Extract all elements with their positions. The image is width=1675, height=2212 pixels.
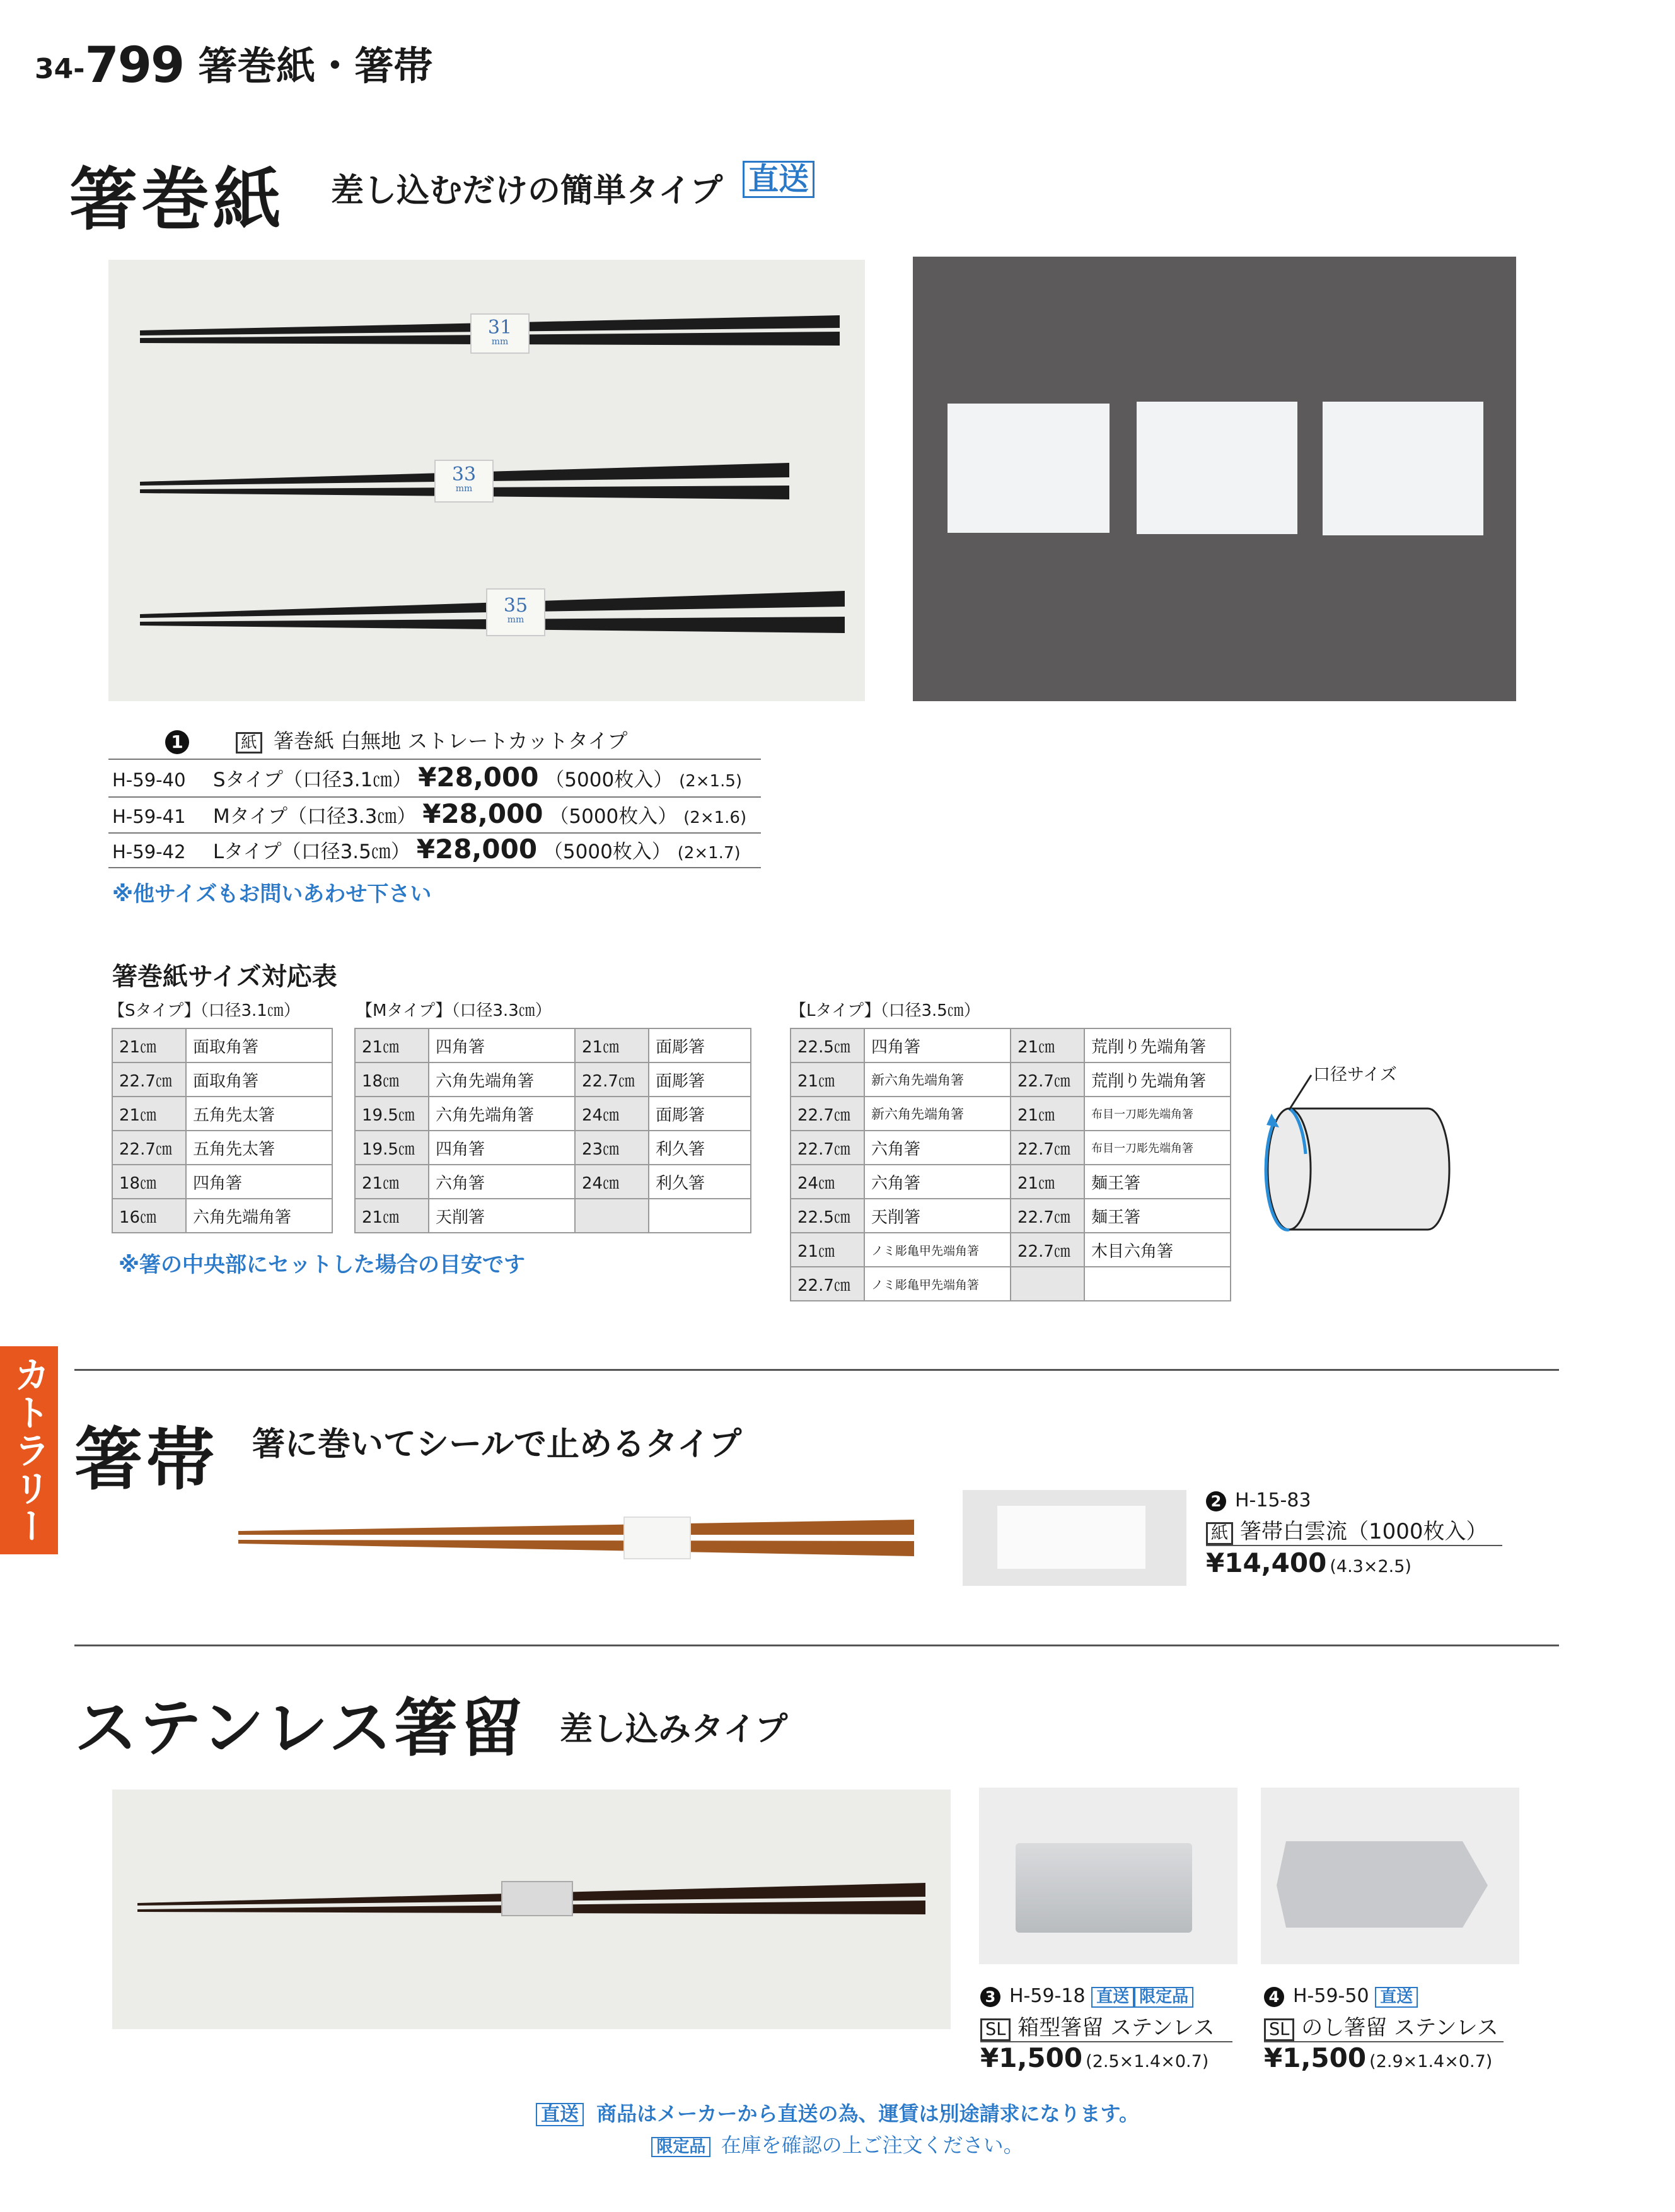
item-dims: (2×1.5) bbox=[679, 772, 743, 791]
band-label-35: 35 mm bbox=[503, 595, 528, 625]
item-name: 箱型箸留 ステンレス bbox=[1017, 2015, 1215, 2040]
table-row: 22.5㎝ 天削箸 22.7㎝ 麺王箸 bbox=[791, 1199, 1231, 1233]
item-code: H-59-50 bbox=[1293, 1985, 1369, 2007]
item4-block bbox=[1264, 1985, 1504, 2073]
item-price: ¥28,000 bbox=[418, 762, 539, 793]
table-row: 21㎝ 面取角箸 bbox=[112, 1028, 332, 1062]
item-code: H-59-41 bbox=[112, 806, 186, 827]
table-row: 19.5㎝ 六角先端角箸 24㎝ 面彫箸 bbox=[355, 1097, 751, 1131]
table-row: 24㎝ 六角箸 21㎝ 麺王箸 bbox=[791, 1165, 1231, 1199]
material-badge: 紙 bbox=[1206, 1522, 1233, 1545]
section2-subtitle: 箸に巻いてシールで止めるタイプ bbox=[252, 1425, 742, 1464]
limited-badge: 限定品 bbox=[1134, 1987, 1193, 2008]
item-code: H-59-42 bbox=[112, 841, 186, 863]
chopsticks-photo bbox=[108, 260, 865, 701]
item1-row-m bbox=[112, 798, 746, 829]
item-qty: （5000枚入） bbox=[545, 769, 673, 791]
table-row: 22.7㎝ ノミ彫亀甲先端角箸 bbox=[791, 1267, 1231, 1301]
side-tab bbox=[0, 1346, 58, 1554]
paper-sleeve bbox=[1137, 402, 1297, 534]
table-row: 21㎝ 五角先太箸 bbox=[112, 1097, 332, 1131]
item-number: 1 bbox=[165, 730, 189, 754]
item1-heading bbox=[165, 725, 627, 754]
page-category: 箸巻紙・箸帯 bbox=[198, 43, 433, 89]
item-number: 3 bbox=[980, 1987, 1000, 2007]
size-table-s bbox=[112, 1028, 333, 1233]
item-price: ¥14,400 bbox=[1206, 1547, 1327, 1578]
size-table-l bbox=[790, 1028, 1231, 1301]
table-row: 18㎝ 六角先端角箸 22.7㎝ 面彫箸 bbox=[355, 1062, 751, 1097]
diameter-diagram bbox=[1239, 1053, 1478, 1242]
page-header bbox=[35, 35, 432, 94]
footer-limited-badge: 限定品 bbox=[651, 2137, 710, 2158]
item-qty: （5000枚入） bbox=[543, 841, 671, 863]
item-type: Mタイプ（口径3.3㎝） bbox=[212, 805, 417, 828]
section-divider bbox=[74, 1644, 1559, 1646]
item-price: ¥28,000 bbox=[416, 834, 538, 864]
footer-line1: 商品はメーカーから直送の為、運賃は別途請求になります。 bbox=[596, 2102, 1139, 2126]
item1-note: ※他サイズもお問いあわせ下さい bbox=[112, 882, 432, 907]
item-dims: (2.9×1.4×0.7) bbox=[1369, 2051, 1493, 2071]
material-badge: SL bbox=[1264, 2018, 1294, 2041]
size-table-l-header: 【Lタイプ】（口径3.5㎝） bbox=[790, 1001, 980, 1020]
noshi-holder-illustration bbox=[1261, 1788, 1519, 1964]
section1-title: 箸巻紙 bbox=[69, 160, 286, 240]
item1-row-s bbox=[112, 762, 742, 793]
table-row: 18㎝ 四角箸 bbox=[112, 1165, 332, 1199]
band-label-33: 33 mm bbox=[451, 463, 477, 494]
table-row: 19.5㎝ 四角箸 23㎝ 利久箸 bbox=[355, 1131, 751, 1165]
section2-title: 箸帯 bbox=[74, 1420, 219, 1499]
item1-row-l bbox=[112, 834, 741, 864]
size-table-m-header: 【Mタイプ】（口径3.3㎝） bbox=[356, 1001, 552, 1020]
item-type: Lタイプ（口径3.5㎝） bbox=[212, 841, 410, 863]
footer bbox=[0, 2098, 1675, 2161]
item-code: H-59-40 bbox=[112, 769, 186, 791]
table-row: 21㎝ ノミ彫亀甲先端角箸 22.7㎝ 木目六角箸 bbox=[791, 1233, 1231, 1267]
table-row: 22.7㎝ 面取角箸 bbox=[112, 1062, 332, 1097]
table-row: 22.7㎝ 五角先太箸 bbox=[112, 1131, 332, 1165]
table-row: 22.7㎝ 六角箸 22.7㎝ 布目一刀彫先端角箸 bbox=[791, 1131, 1231, 1165]
item-dims: (2.5×1.4×0.7) bbox=[1086, 2051, 1209, 2071]
section3-title: ステンレス箸留 bbox=[74, 1691, 526, 1765]
diameter-label: 口径サイズ bbox=[1313, 1065, 1397, 1085]
item3-block bbox=[980, 1985, 1232, 2073]
side-tab-label: カトラリー bbox=[8, 1356, 50, 1545]
section1-subtitle: 差し込むだけの簡単タイプ bbox=[331, 172, 723, 210]
paper-sleeve bbox=[948, 404, 1110, 533]
table-row: 22.5㎝ 四角箸 21㎝ 荒削り先端角箸 bbox=[791, 1028, 1231, 1062]
direct-badge: 直送 bbox=[1375, 1987, 1418, 2008]
item2-block bbox=[1206, 1489, 1502, 1578]
item-price: ¥28,000 bbox=[422, 798, 543, 829]
item-dims: (2×1.7) bbox=[677, 844, 741, 863]
wooden-chopsticks-illustration bbox=[233, 1513, 920, 1564]
section1-direct-badge: 直送 bbox=[743, 161, 814, 198]
size-table-s-header: 【Sタイプ】（口径3.1㎝） bbox=[108, 1001, 300, 1020]
item-number: 4 bbox=[1264, 1987, 1284, 2007]
paper-band bbox=[997, 1506, 1145, 1569]
page-number: 799 bbox=[84, 37, 184, 94]
item-dims: (2×1.6) bbox=[683, 808, 747, 827]
item-name: 箸巻紙 白無地 ストレートカットタイプ bbox=[273, 729, 628, 753]
divider bbox=[108, 796, 761, 798]
table-row: 21㎝ 四角箸 21㎝ 面彫箸 bbox=[355, 1028, 751, 1062]
item-name: 箸帯白雲流（1000枚入） bbox=[1240, 1519, 1488, 1544]
direct-badge: 直送 bbox=[1091, 1987, 1134, 2008]
table-row: 16㎝ 六角先端角箸 bbox=[112, 1199, 332, 1233]
paper-sleeve bbox=[1323, 402, 1483, 535]
box-holder-photo bbox=[979, 1788, 1237, 1964]
item-qty: （5000枚入） bbox=[549, 805, 678, 828]
hashi-obi-sample-photo bbox=[963, 1490, 1186, 1586]
item-name: のし箸留 ステンレス bbox=[1301, 2015, 1498, 2040]
section-divider bbox=[74, 1369, 1559, 1371]
box-holder bbox=[1016, 1843, 1192, 1933]
band-label-31: 31 mm bbox=[487, 317, 513, 347]
size-table-title: 箸巻紙サイズ対応表 bbox=[112, 962, 337, 991]
chopsticks-with-holder-illustration bbox=[112, 1790, 951, 2029]
item-code: H-59-18 bbox=[1009, 1985, 1086, 2007]
page-prefix: 34- bbox=[35, 53, 85, 85]
footer-line2: 在庫を確認の上ご注文ください。 bbox=[721, 2133, 1024, 2157]
material-badge: 紙 bbox=[236, 732, 262, 754]
size-table-m bbox=[354, 1028, 751, 1233]
divider bbox=[108, 759, 761, 760]
table-row: 21㎝ 新六角先端角箸 22.7㎝ 荒削り先端角箸 bbox=[791, 1062, 1231, 1097]
item-dims: (4.3×2.5) bbox=[1330, 1557, 1411, 1576]
item-number: 2 bbox=[1206, 1491, 1226, 1511]
table-row: 22.7㎝ 新六角先端角箸 21㎝ 布目一刀彫先端角箸 bbox=[791, 1097, 1231, 1131]
hashi-obi-photo bbox=[233, 1513, 920, 1564]
section3-subtitle: 差し込みタイプ bbox=[560, 1710, 788, 1749]
item-price: ¥1,500 bbox=[1264, 2042, 1367, 2073]
paper-sleeves-photo bbox=[913, 257, 1516, 701]
size-table-footnote: ※箸の中央部にセットした場合の目安です bbox=[119, 1252, 526, 1278]
item-type: Sタイプ（口径3.1㎝） bbox=[212, 769, 412, 791]
footer-direct-badge: 直送 bbox=[536, 2103, 584, 2126]
divider bbox=[108, 867, 761, 868]
item-code: H-15-83 bbox=[1235, 1489, 1311, 1511]
material-badge: SL bbox=[980, 2018, 1011, 2041]
stainless-holder-photo bbox=[112, 1790, 951, 2029]
noshi-holder-photo bbox=[1261, 1788, 1519, 1964]
item-price: ¥1,500 bbox=[980, 2042, 1083, 2073]
table-row: 21㎝ 天削箸 bbox=[355, 1199, 751, 1233]
table-row: 21㎝ 六角箸 24㎝ 利久箸 bbox=[355, 1165, 751, 1199]
